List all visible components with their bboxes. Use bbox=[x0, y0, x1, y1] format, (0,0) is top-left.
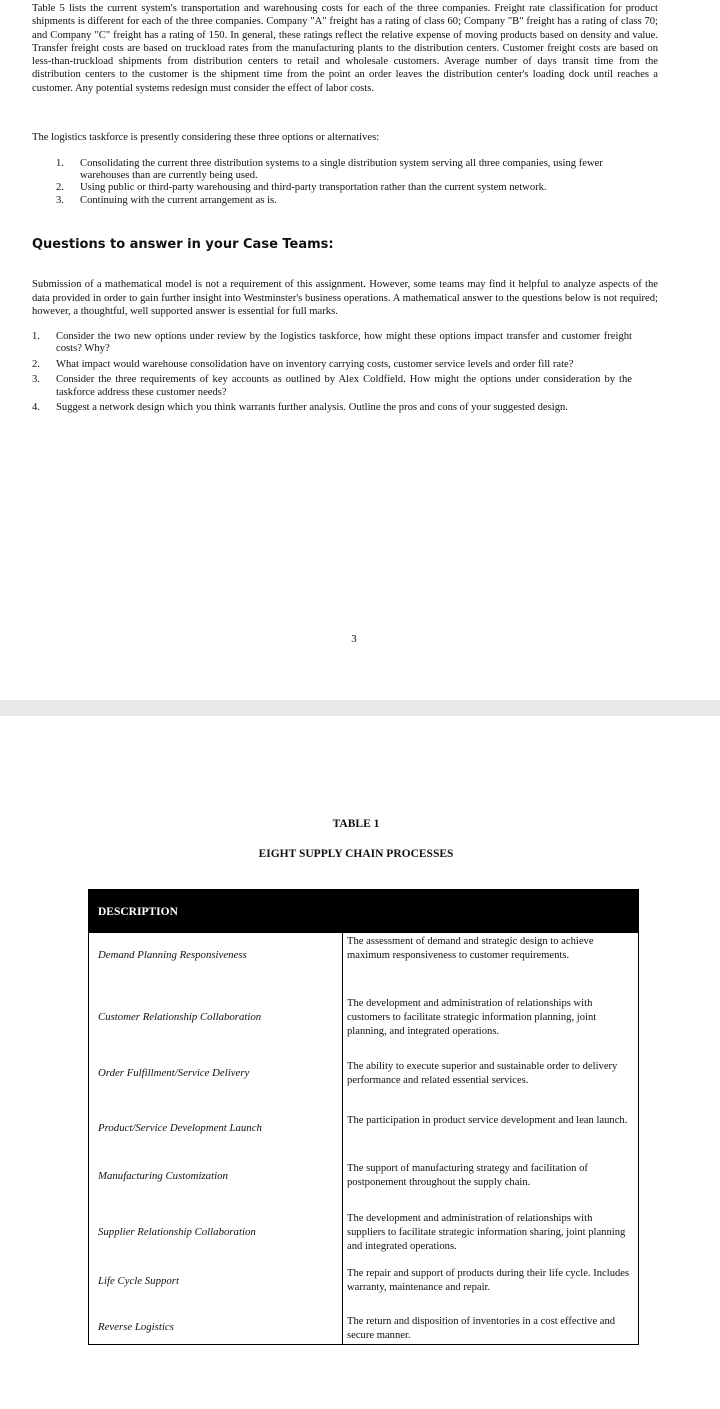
question-number: 3. bbox=[32, 374, 40, 386]
process-description: The repair and support of products during their life cycle. Includes warranty, maintenance and repair. bbox=[347, 1268, 630, 1293]
option-item bbox=[56, 195, 646, 207]
table-subtitle: EIGHT SUPPLY CHAIN PROCESSES bbox=[258, 848, 454, 860]
question-number: 2. bbox=[32, 358, 40, 370]
process-name: Life Cycle Support bbox=[98, 1275, 179, 1287]
table-title: TABLE 1 bbox=[332, 818, 380, 830]
question-number: 1. bbox=[32, 331, 40, 342]
process-description: The support of manufacturing strategy and facilitation of postponement throughout the supply chain. bbox=[347, 1163, 588, 1188]
option-text: Using public or third-party warehousing and third-party transportation rather than the current system network. bbox=[80, 182, 547, 194]
table-row bbox=[89, 1314, 638, 1346]
option-number: 1. bbox=[56, 158, 64, 169]
table-row bbox=[89, 1269, 638, 1319]
document-page-3 bbox=[0, 0, 720, 700]
table-row bbox=[89, 1209, 638, 1269]
table-header bbox=[89, 890, 638, 933]
option-number: 2. bbox=[56, 182, 64, 194]
page-number: 3 bbox=[351, 633, 357, 645]
table-row bbox=[89, 993, 638, 1055]
option-text: Consolidating the current three distribution systems to a single distribution system serving all three companies, using fewer warehouses than are currently being used. bbox=[80, 158, 603, 182]
submission-paragraph: Submission of a mathematical model is not a requirement of this assignment. However, some teams may find it helpful to analyze aspects of the data provided in order to gain further insight into Westminster's business operations. A mathematical answer to the questions below is not required; however, a thoughtful, well supported answer is essential for full marks. bbox=[32, 279, 658, 318]
question-item bbox=[32, 359, 632, 371]
document-page-table bbox=[0, 716, 720, 1409]
process-description: The assessment of demand and strategic design to achieve maximum responsiveness to customer requirements. bbox=[347, 936, 594, 961]
table-row bbox=[89, 1157, 638, 1209]
table-row bbox=[89, 1055, 638, 1110]
process-name: Supplier Relationship Collaboration bbox=[98, 1226, 256, 1238]
process-description: The participation in product service development and lean launch. bbox=[347, 1115, 628, 1126]
question-item bbox=[32, 402, 632, 414]
question-text: Suggest a network design which you think warrants further analysis. Outline the pros and cons of your suggested design. bbox=[56, 402, 568, 414]
question-number: 4. bbox=[32, 402, 40, 414]
process-name: Customer Relationship Collaboration bbox=[98, 1011, 262, 1023]
options-list bbox=[56, 158, 646, 207]
process-name: Product/Service Development Launch bbox=[98, 1122, 262, 1134]
process-name: Manufacturing Customization bbox=[98, 1170, 228, 1182]
taskforce-intro: The logistics taskforce is presently considering these three options or alternatives: bbox=[32, 132, 380, 143]
process-name: Reverse Logistics bbox=[98, 1321, 174, 1333]
table-row bbox=[89, 1110, 638, 1157]
process-name: Order Fulfillment/Service Delivery bbox=[98, 1067, 250, 1079]
option-item bbox=[56, 158, 646, 182]
page-separator bbox=[0, 700, 720, 716]
option-number: 3. bbox=[56, 194, 64, 206]
process-description: The ability to execute superior and sustainable order to delivery performance and related essential services. bbox=[347, 1061, 618, 1086]
question-item bbox=[32, 331, 632, 356]
process-description: The development and administration of relationships with customers to facilitate strategic information planning, joint planning, and integrated operations. bbox=[347, 998, 597, 1037]
intro-paragraph: Table 5 lists the current system's transportation and warehousing costs for each of the three companies. Freight rate classification for product shipments is different for each of the three companies. Company "A" freight has a rating of class 60; Company "B" freight has a rating of class 70; and Company "C" freight has a rating of 150. In general, these ratings reflect the relative expense of moving products based on density and value. Transfer freight costs are based on truckload rates from the manufacturing plants to the distribution centers. Customer freight costs are based on less-than-truckload shipments from distribution centers to retail and wholesale customers. Average number of days transit time from the distribution centers to the customer is the shipment time from the point an order leaves the distribution center's loading dock until reaches a customer. Any potential systems redesign must consider the effect of labor costs. bbox=[32, 3, 658, 94]
option-item bbox=[56, 182, 646, 194]
question-text: Consider the three requirements of key accounts as outlined by Alex Coldfield. How might the options under consideration by the taskforce address these customer needs? bbox=[56, 374, 632, 398]
question-text: What impact would warehouse consolidation have on inventory carrying costs, customer service levels and order fill rate? bbox=[56, 358, 574, 370]
supply-chain-processes-table bbox=[88, 889, 639, 1345]
questions-heading: Questions to answer in your Case Teams: bbox=[32, 237, 334, 252]
process-description: The development and administration of relationships with suppliers to facilitate strategic information sharing, joint planning and integrated operations. bbox=[347, 1213, 626, 1252]
description-header-label: DESCRIPTION bbox=[98, 905, 178, 918]
question-item bbox=[32, 374, 632, 399]
questions-list bbox=[32, 331, 632, 417]
process-name: Demand Planning Responsiveness bbox=[98, 949, 247, 961]
process-description: The return and disposition of inventories in a cost effective and secure manner. bbox=[347, 1316, 616, 1341]
table-row bbox=[89, 933, 638, 993]
question-text: Consider the two new options under review by the logistics taskforce, how might these options impact transfer and customer freight costs? Why? bbox=[56, 331, 632, 355]
option-text: Continuing with the current arrangement as is. bbox=[80, 194, 277, 206]
